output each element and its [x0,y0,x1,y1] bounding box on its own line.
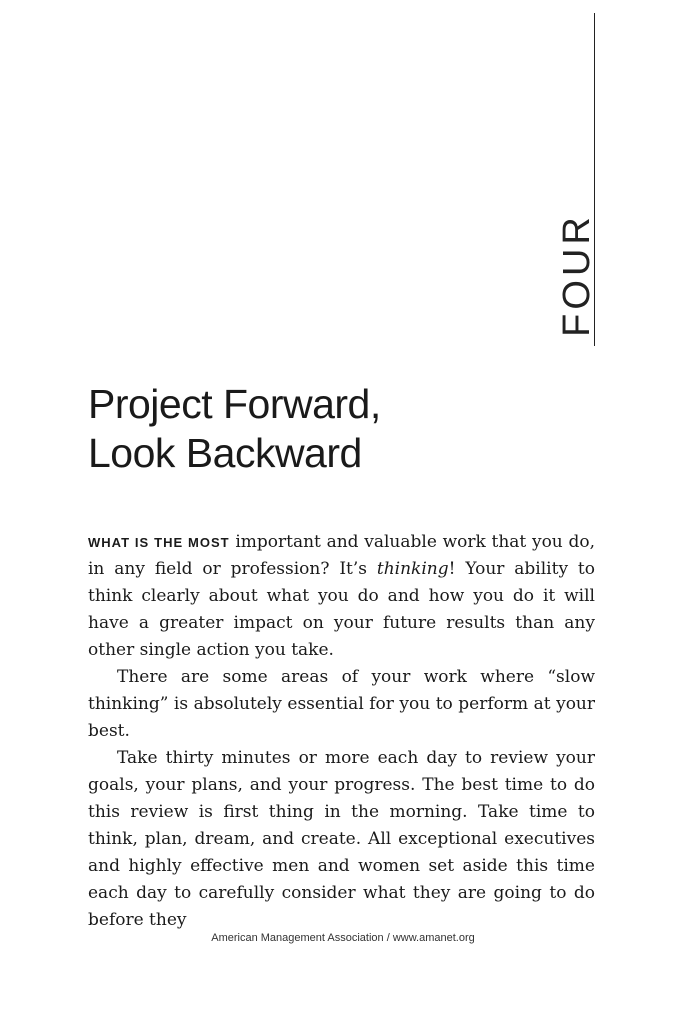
chapter-number-label: FOUR [556,213,598,337]
chapter-title [88,380,381,478]
paragraph-1 [88,529,595,664]
body-text [88,529,595,934]
chapter-title-line-1: Project Forward, [88,381,381,427]
page-footer: American Management Association / www.amanet.org [211,932,475,944]
paragraph-3: Take thirty minutes or more each day to review your goals, your plans, and your progress. The best time to do this review is first thing in the morning. Take time to think, plan, dream, and create. All exceptional executives and highly effective men and women set aside this time each day to carefully consider what they are going to do before they [88,748,595,930]
paragraph-1-emphasis: thinking [376,559,449,579]
chapter-title-line-2: Look Backward [88,430,362,476]
paragraph-1-text-a: important and valuable work that you do, in any field or profession? It’s [88,532,595,579]
paragraph-2: There are some areas of your work where “slow thinking” is absolutely essential for you to perform at your best. [88,667,595,741]
paragraph-1-text-b: ! Your ability to think clearly about what you do and how you do it will have a greater impact on your future results than any other single action you take. [88,559,595,660]
paragraph-lead-in: WHAT IS THE MOST [88,535,230,550]
